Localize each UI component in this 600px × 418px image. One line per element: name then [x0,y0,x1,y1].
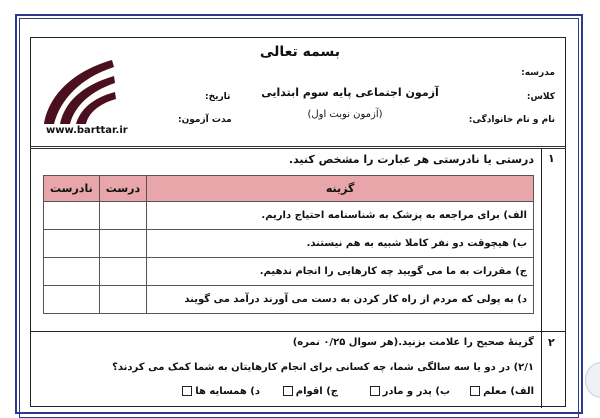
exam-title: آزمون اجتماعی پایه سوم ابتدایی [261,86,439,99]
correct-cell[interactable] [99,230,146,258]
header-divider [30,146,566,149]
incorrect-cell[interactable] [44,258,100,286]
class-label: کلاس: [526,92,555,102]
checkbox-icon[interactable] [182,386,192,396]
statement-text: ج) مقررات به ما می گویید چه کارهایی را انجام ندهیم. [147,258,534,286]
table-row [44,202,534,230]
question-1-instruction: درستی یا نادرستی هر عبارت را مشخص کنید. [288,153,534,166]
checkbox-icon[interactable] [370,386,380,396]
bismillah-heading: بسمه تعالی [259,44,340,60]
option-d-label: د) همسایه ها [195,386,260,397]
correct-cell[interactable] [99,202,146,230]
header-option: گزینه [147,176,534,202]
option-c-label: ج) اقوام [295,386,338,397]
statement-text: ب) هیچوقت دو نفر کاملا شبیه به هم نیستند. [147,230,534,258]
question-2-1-text: ۲/۱) در دو یا سه سالگی شما، چه کسانی برای انجام کارهایتان به شما کمک می کردند؟ [112,362,534,373]
table-row [44,258,534,286]
question-divider [30,331,566,332]
student-name-label: نام و نام خانوادگی: [468,115,555,125]
header-correct: درست [99,176,146,202]
incorrect-cell[interactable] [44,230,100,258]
incorrect-cell[interactable] [44,202,100,230]
option-d[interactable] [179,386,260,397]
option-a-label: الف) معلم [483,386,534,397]
option-c[interactable] [280,386,338,397]
question-2-instruction: گزینۀ صحیح را علامت بزنید.(هر سوال ۰/۲۵ نمره) [292,337,534,348]
table-row [44,286,534,314]
incorrect-cell[interactable] [44,286,100,314]
option-b-label: ب) پدر و مادر [382,386,450,397]
question-1-number: ۱ [548,152,555,165]
statement-text: د) به پولی که مردم از راه کار کردن به دست می آورند درآمد می گویند [147,286,534,314]
question-number-column-divider [541,148,542,408]
option-a[interactable] [467,386,534,397]
checkbox-icon[interactable] [470,386,480,396]
website-url: www.barttar.ir [46,125,128,136]
date-label: تاریخ: [205,92,231,102]
barttar-logo-icon [40,54,120,126]
exam-round: (آزمون نوبت اول) [307,109,383,120]
school-label: مدرسه: [521,68,555,78]
correct-cell[interactable] [99,258,146,286]
header-incorrect: نادرست [44,176,100,202]
checkbox-icon[interactable] [283,386,293,396]
table-header-row [44,176,534,202]
duration-label: مدت آزمون: [178,115,232,125]
scroll-widget-icon[interactable] [585,362,600,398]
true-false-table [43,175,534,314]
statement-text: الف) برای مراجعه به پزشک به شناسنامه احتیاج داریم. [147,202,534,230]
question-2-number: ۲ [548,336,555,349]
table-row [44,230,534,258]
option-b[interactable] [367,386,450,397]
correct-cell[interactable] [99,286,146,314]
